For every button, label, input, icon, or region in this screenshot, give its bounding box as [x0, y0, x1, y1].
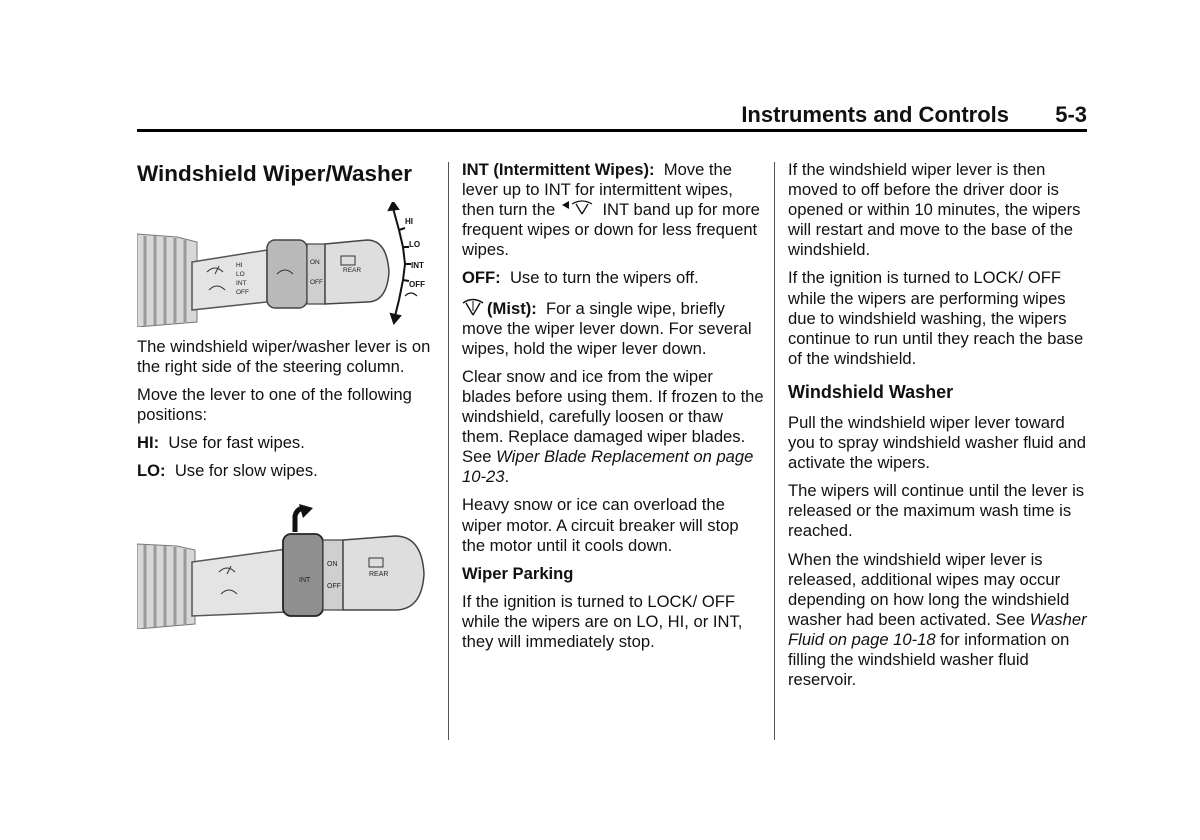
paragraph-additional-wipes	[788, 550, 1088, 691]
setting-lo	[137, 461, 435, 481]
setting-int	[462, 160, 764, 260]
term-off: OFF:	[462, 268, 501, 288]
header-rule	[137, 129, 1087, 132]
lever-label-hi: HI	[236, 262, 243, 269]
additional-wipes-text: When the windshield wiper lever is released, additional wipes may occur depending on how long the windshield washer had been activated. See	[788, 549, 1070, 629]
lever-label-on: ON	[327, 560, 338, 568]
steering-column-boot	[137, 544, 195, 629]
lever-shaft	[192, 549, 287, 616]
desc-int-b: INT band up for more frequent wipes or down for less frequent wipes.	[462, 200, 760, 260]
position-label-off: OFF	[409, 280, 425, 289]
int-band-ring-highlighted	[283, 534, 323, 616]
paragraph-wipers-continue: The wipers will continue until the lever is released or the maximum wash time is reached.	[788, 481, 1085, 541]
page-number: 5-3	[1055, 102, 1087, 127]
term-hi: HI:	[137, 433, 160, 453]
desc-int-a: Move the lever up to INT for intermittent wipes, then turn the	[462, 160, 733, 220]
section-title: Instruments and Controls	[741, 102, 1009, 127]
position-label-int: INT	[411, 261, 424, 270]
page-header	[137, 98, 1087, 134]
page-title: Windshield Wiper/Washer	[137, 161, 413, 186]
column-divider-2	[774, 162, 775, 740]
washer-fluid-reference-link[interactable]: Washer Fluid on page 10-18	[788, 609, 1087, 649]
lever-label-lo: LO	[236, 271, 245, 278]
lever-label-int: INT	[236, 280, 247, 287]
desc-lo: Use for slow wipes.	[174, 461, 318, 481]
steering-column-boot	[137, 234, 197, 327]
term-int: INT (Intermittent Wipes):	[462, 160, 655, 179]
int-band-icon	[562, 200, 596, 216]
setting-hi	[137, 433, 435, 453]
snow-text: Clear snow and ice from the wiper blades before using them. If frozen to the windshield, carefully loosen or thaw them. Replace damaged wiper blades. See	[462, 366, 764, 467]
desc-mist: For a single wipe, briefly move the wiper lever down. For several wipes, hold the wiper lever down.	[462, 298, 752, 358]
mist-position-icon	[405, 293, 417, 296]
desc-hi: Use for fast wipes.	[168, 433, 305, 453]
column-3	[788, 160, 1088, 698]
snow-text-end: .	[504, 467, 510, 487]
rotation-arrowhead-icon	[299, 504, 313, 518]
lever-label-off-ring: OFF	[310, 279, 323, 286]
setting-mist	[462, 297, 764, 359]
paragraph-ignition-washing: If the ignition is turned to LOCK/ OFF while the wipers are performing wipes due to windshield washing, the wipers continue to run until they reach the base of the windshield.	[788, 268, 1084, 368]
lever-label-on: ON	[310, 259, 320, 266]
position-label-hi: HI	[405, 217, 413, 226]
paragraph-wipers-restart: If the windshield wiper lever is then moved to off before the driver door is opened or within 10 minutes, the wipers will restart and move to the base of the windshield.	[788, 160, 1081, 260]
paragraph-snow-ice	[462, 367, 764, 488]
paragraph-lever-location: The windshield wiper/washer lever is on the right side of the steering column.	[137, 337, 431, 377]
wiper-blade-reference-link[interactable]: Wiper Blade Replacement on page 10-23	[462, 447, 754, 487]
lever-label-off: OFF	[236, 289, 249, 296]
paragraph-move-lever: Move the lever to one of the following positions:	[137, 385, 412, 425]
column-1	[137, 160, 435, 629]
additional-wipes-text-end: for information on filling the windshield washer fluid reservoir.	[788, 629, 1070, 690]
lever-shaft	[192, 250, 267, 310]
setting-off	[462, 268, 764, 288]
paragraph-pull-lever: Pull the windshield wiper lever toward you to spray windshield washer fluid and activate the wipers.	[788, 412, 1086, 473]
desc-off: Use to turn the wipers off.	[509, 268, 699, 288]
term-mist: (Mist):	[487, 298, 537, 318]
lever-label-off: OFF	[327, 582, 341, 590]
int-band-ring	[267, 240, 307, 308]
mode-ring	[323, 540, 343, 610]
mist-icon	[462, 297, 484, 317]
paragraph-heavy-snow: Heavy snow or ice can overload the wiper motor. A circuit breaker will stop the motor until it cools down.	[462, 495, 739, 555]
mode-ring	[307, 244, 325, 304]
term-lo: LO:	[137, 461, 166, 481]
lever-label-rear: REAR	[343, 267, 362, 274]
paragraph-wiper-parking: If the ignition is turned to LOCK/ OFF while the wipers are on LO, HI, or INT, they will immediately stop.	[462, 591, 743, 651]
wiper-parking-heading: Wiper Parking	[462, 563, 574, 583]
wiper-lever-positions-figure	[137, 202, 435, 327]
lever-label-int: INT	[299, 576, 311, 584]
position-label-lo: LO	[409, 240, 421, 249]
lever-label-rear: REAR	[369, 570, 389, 578]
int-band-rotation-figure	[137, 504, 435, 629]
column-2	[462, 160, 764, 660]
column-divider-1	[448, 162, 449, 740]
windshield-washer-heading: Windshield Washer	[788, 381, 954, 402]
